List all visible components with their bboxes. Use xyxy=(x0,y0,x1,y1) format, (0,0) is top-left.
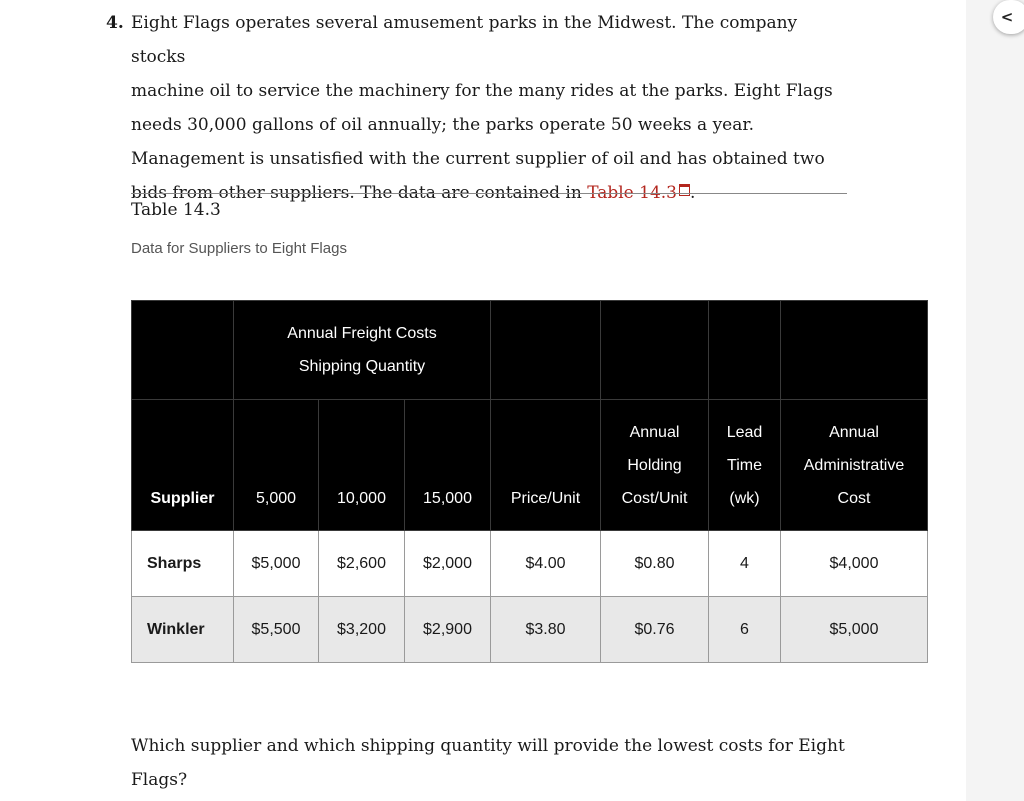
col-header-q3: 15,000 xyxy=(405,400,491,531)
col-header-q1: 5,000 xyxy=(234,400,319,531)
followup-line: Which supplier and which shipping quantity will provide the lowest costs for Eight xyxy=(131,736,845,756)
col-header-lead xyxy=(709,400,781,531)
supplier-data-table xyxy=(131,300,928,663)
question-line: needs 30,000 gallons of oil annually; the parks operate 50 weeks a year. xyxy=(131,115,755,135)
col-header-supplier: Supplier xyxy=(132,400,234,531)
col-header-holding-line: Cost/Unit xyxy=(621,489,688,507)
followup-question xyxy=(131,729,851,797)
freight-cell: $3,200 xyxy=(319,597,405,663)
admin-cost-cell: $5,000 xyxy=(781,597,928,663)
lead-time-cell: 4 xyxy=(709,531,781,597)
col-header-price: Price/Unit xyxy=(491,400,601,531)
holding-cell: $0.76 xyxy=(601,597,709,663)
admin-cost-cell: $4,000 xyxy=(781,531,928,597)
col-header-lead-line: Lead xyxy=(726,423,763,441)
supplier-cell: Sharps xyxy=(132,531,234,597)
question-line-suffix: . xyxy=(690,183,696,203)
table-title: Table 14.3 xyxy=(131,200,221,220)
question-number: 4. xyxy=(106,13,124,33)
col-header-lead-line: Time xyxy=(727,456,762,474)
question-block xyxy=(106,6,846,210)
holding-cell: $0.80 xyxy=(601,531,709,597)
freight-cell: $5,000 xyxy=(234,531,319,597)
table-link-text: Table 14.3 xyxy=(587,183,677,203)
question-line: Eight Flags operates several amusement parks in the Midwest. The company stocks xyxy=(131,13,798,67)
table-divider xyxy=(131,193,847,194)
col-header-lead-line: (wk) xyxy=(729,489,760,507)
freight-cell: $5,500 xyxy=(234,597,319,663)
col-header-admin xyxy=(781,400,928,531)
header-cell-empty xyxy=(491,301,601,400)
freight-header-line1: Annual Freight Costs xyxy=(287,325,437,342)
question-line: machine oil to service the machinery for the many rides at the parks. Eight Flags xyxy=(131,81,833,101)
question-line: Management is unsatisfied with the current supplier of oil and has obtained two xyxy=(131,149,825,169)
header-cell-empty xyxy=(781,301,928,400)
col-header-admin-line: Annual xyxy=(829,423,879,441)
col-header-admin-line: Administrative xyxy=(803,456,905,474)
chevron-left-icon: < xyxy=(1000,8,1014,26)
freight-cell: $2,000 xyxy=(405,531,491,597)
col-header-holding-line: Holding xyxy=(627,456,682,474)
question-text xyxy=(131,6,846,210)
column-header-row xyxy=(132,400,928,531)
supplier-cell: Winkler xyxy=(132,597,234,663)
header-cell-empty xyxy=(132,301,234,400)
price-cell: $4.00 xyxy=(491,531,601,597)
col-header-q2: 10,000 xyxy=(319,400,405,531)
table-row xyxy=(132,531,928,597)
freight-group-header xyxy=(234,301,491,400)
price-cell: $3.80 xyxy=(491,597,601,663)
freight-cell: $2,900 xyxy=(405,597,491,663)
group-header-row xyxy=(132,301,928,400)
header-cell-empty xyxy=(601,301,709,400)
followup-line: Flags? xyxy=(131,770,188,790)
table-caption: Data for Suppliers to Eight Flags xyxy=(131,240,347,257)
header-cell-empty xyxy=(709,301,781,400)
table-row xyxy=(132,597,928,663)
side-panel-strip xyxy=(966,0,1024,801)
freight-cell: $2,600 xyxy=(319,531,405,597)
col-header-holding-line: Annual xyxy=(629,423,680,441)
question-line-prefix: bids from other suppliers. The data are contained in xyxy=(131,183,588,203)
collapse-panel-button[interactable] xyxy=(993,0,1024,34)
freight-header-line2: Shipping Quantity xyxy=(298,358,426,375)
lead-time-cell: 6 xyxy=(709,597,781,663)
col-header-admin-line: Cost xyxy=(837,489,871,507)
col-header-holding xyxy=(601,400,709,531)
open-window-icon xyxy=(679,184,690,196)
